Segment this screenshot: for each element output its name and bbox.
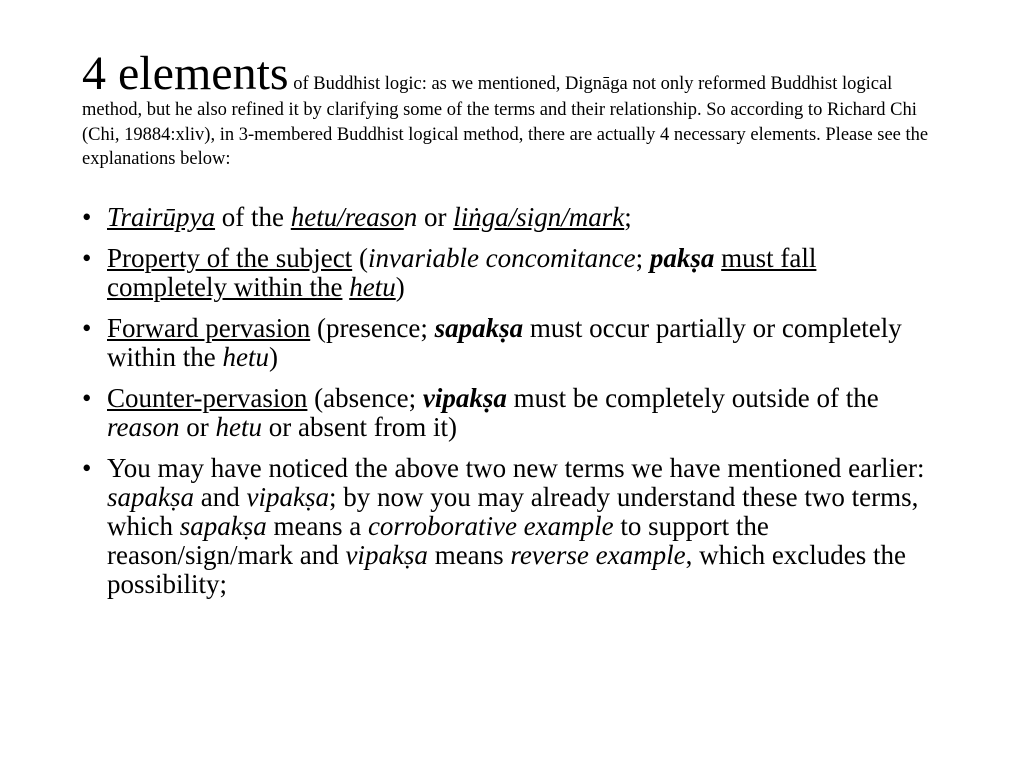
text: ) (395, 272, 405, 302)
text: (presence; (316, 313, 428, 343)
bullet-item-new-terms (82, 454, 942, 599)
text: ( (358, 243, 368, 273)
term-sapaksa: sapakṣa (107, 482, 194, 512)
term-linga-sign-mark: liṅga/sign/mark (453, 202, 625, 232)
text: must occur partially or completely within the (107, 313, 902, 372)
text: n (403, 202, 418, 232)
text: ) (269, 342, 278, 372)
text: must be completely outside of the (513, 383, 879, 413)
text: must fall completely within the (107, 243, 817, 302)
bullet-icon: • (82, 243, 92, 273)
bullet-icon: • (82, 313, 92, 343)
term-trairupya: Trairūpya (107, 202, 216, 232)
heading-counter-pervasion: Counter-pervasion (107, 383, 308, 413)
text: of the (221, 202, 285, 232)
bullet-list (82, 203, 942, 611)
term-hetu-reason: hetu/reaso (290, 202, 404, 232)
term-invariable-concomitance: invariable concomitance (367, 243, 636, 273)
term-hetu: hetu (215, 412, 262, 442)
title-intro: of Buddhist logic: as we mentioned, Dignāga not only reformed Buddhist logical method, but he also refined it by clarifying some of the terms and their relationship. So according to Richard Chi (Chi, 19884:xliv), in 3-membered Buddhist logical method, there are actually 4 necessary elements. Please see the explanations below: (82, 74, 929, 169)
slide-title (82, 47, 942, 172)
term-paksa: pakṣa (649, 243, 715, 273)
term-vipaksa: vipakṣa (422, 383, 507, 413)
bullet-icon: • (82, 383, 92, 413)
text: or absent from it) (268, 412, 457, 442)
term-corroborative-example: corroborative example (367, 511, 614, 541)
text: ; (635, 243, 644, 273)
term-vipaksa: vipakṣa (345, 540, 428, 570)
title-heading: 4 elements (82, 47, 289, 100)
text: means a (273, 511, 362, 541)
heading-forward-pervasion: Forward pervasion (107, 313, 311, 343)
text: or (424, 202, 447, 232)
bullet-item-property-of-subject (82, 244, 942, 302)
bullet-icon: • (82, 202, 92, 232)
term-sapaksa: sapakṣa (179, 511, 267, 541)
text: and (200, 482, 240, 512)
text: or (186, 412, 209, 442)
term-reverse-example: reverse example (510, 540, 686, 570)
term-hetu: hetu (222, 342, 269, 372)
term-sapaksa: sapakṣa (434, 313, 524, 343)
term-reason: reason (107, 412, 180, 442)
text: to support the reason/sign/mark and (107, 511, 769, 570)
text: means (434, 540, 504, 570)
bullet-item-forward-pervasion (82, 314, 942, 372)
bullet-item-trairupya (82, 203, 942, 232)
bullet-item-counter-pervasion (82, 384, 942, 442)
term-hetu: hetu (349, 272, 396, 302)
text: (absence; (314, 383, 417, 413)
text: ; (624, 202, 632, 232)
heading-property-of-subject: Property of the subject (107, 243, 353, 273)
text: , which excludes the possibility; (107, 540, 907, 599)
term-vipaksa: vipakṣa (246, 482, 329, 512)
text: ; by now you may already understand these two terms, which (107, 482, 919, 541)
text: You may have noticed the above two new terms we have mentioned earlier: (107, 453, 925, 483)
bullet-icon: • (82, 453, 92, 483)
